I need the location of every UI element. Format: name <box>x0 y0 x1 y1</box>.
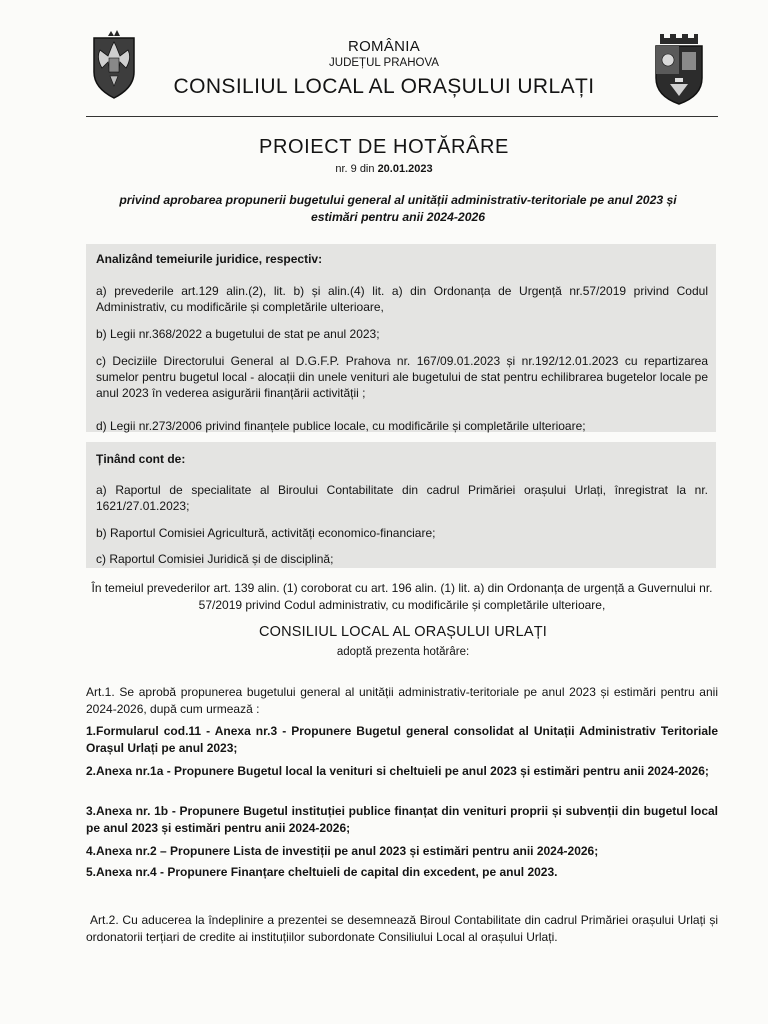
header-council: CONSILIUL LOCAL AL ORAȘULUI URLAȚI <box>173 75 595 98</box>
document-number-prefix: nr. 9 din <box>335 163 375 175</box>
annex-item-2: 2.Anexa nr.1a - Propunere Bugetul local la venituri si cheltuieli pe anul 2023 și estimări pentru anii 2024-2026; <box>86 764 709 778</box>
document-title: PROIECT DE HOTĂRÂRE <box>259 136 509 158</box>
header-country: ROMÂNIA <box>347 38 421 55</box>
considering-heading: Ținând cont de: <box>96 452 186 466</box>
document-subject <box>96 192 700 226</box>
annex-item-1: 1.Formularul cod.11 - Anexa nr.3 - Propunere Bugetul general consolidat al Unitații Administrativ Teritoriale Orașul Urlați pe anul 2023; <box>86 724 718 755</box>
annex-item-3: 3.Anexa nr. 1b - Propunere Bugetul instituției publice finanțat din venituri proprii și subvenții din bugetul local pe anul 2023 și estimări pentru anii 2024-2026; <box>86 804 718 835</box>
urlati-town-coat-of-arms-icon <box>652 30 706 106</box>
article-2 <box>86 912 718 946</box>
legal-ground-d: d) Legii nr.273/2006 privind finanțele publice locale, cu modificările și completările ulterioare; <box>96 419 586 433</box>
subject-line-2: estimări pentru anii 2024-2026 <box>310 210 486 224</box>
annex-item-5: 5.Anexa nr.4 - Propunere Finanțare cheltuieli de capital din excedent, pe anul 2023. <box>86 865 558 879</box>
header-divider <box>86 116 718 117</box>
considering-a: a) Raportul de specialitate al Biroului Contabilitate din cadrul Primăriei orașului Urlați, înregistrat la nr. 1621/27.01.2023; <box>96 483 708 513</box>
document-number <box>0 163 768 175</box>
article-1-label: Art.1. <box>86 685 115 699</box>
article-1-intro <box>86 684 718 717</box>
article-2-label: Art.2. <box>90 913 119 927</box>
annex-item-4: 4.Anexa nr.2 – Propunere Lista de investiții pe anul 2023 și estimări pentru anii 2024-2026; <box>86 844 599 858</box>
considering-b: b) Raportul Comisiei Agricultură, activități economico-financiare; <box>96 526 436 540</box>
legal-basis-paragraph: În temeiul prevederilor art. 139 alin. (1) coroborat cu art. 196 alin. (1) lit. a) din Ordonanța de urgență a Guvernului nr. 57/2019 privind Codul administrativ, cu modificările și completările ulterioare, <box>91 581 713 612</box>
legal-ground-b: b) Legii nr.368/2022 a bugetului de stat pe anul 2023; <box>96 327 380 341</box>
article-2-text: Cu aducerea la îndeplinire a prezentei se desemnează Biroul Contabilitate din cadrul Primăriei orașului Urlați și ordonatorii terțiari de credite ai instituțiilor subordonate Consiliului Local al orașului Urlați. <box>86 913 718 944</box>
legal-ground-c: c) Deciziile Directorului General al D.G.F.P. Prahova nr. 167/09.01.2023 și nr.192/12.01.2023 cu repartizarea sumelor pentru bugetul local - alocații din unele venituri ale bugetului de stat pentru echilibrarea bugetelor locale pe anul 2023 în vederea asigurării finanțării activității ; <box>96 354 708 400</box>
adoption-statement: adoptă prezenta hotărâre: <box>336 646 470 658</box>
article-1-text: Se aprobă propunerea bugetului general al unității administrativ-teritoriale pe anul 2023 și estimări pentru anii 2024-2026, după cum urmează : <box>86 685 718 716</box>
adopting-council: CONSILIUL LOCAL AL ORAȘULUI URLAȚI <box>258 624 548 640</box>
legal-grounds-heading: Analizând temeiurile juridice, respectiv: <box>96 252 323 266</box>
document-date: 20.01.2023 <box>377 163 433 175</box>
header-county: JUDEȚUL PRAHOVA <box>329 57 439 69</box>
legal-ground-a: a) prevederile art.129 alin.(2), lit. b) și alin.(4) lit. a) din Ordonanța de Urgență nr.57/2019 privind Codul Administrativ, cu modificările și completările ulterioare, <box>96 284 708 314</box>
considering-c: c) Raportul Comisiei Juridică și de disciplină; <box>96 552 334 566</box>
subject-line-1: privind aprobarea propunerii bugetului general al unității administrativ-teritoriale pe anul 2023 și <box>119 193 677 207</box>
